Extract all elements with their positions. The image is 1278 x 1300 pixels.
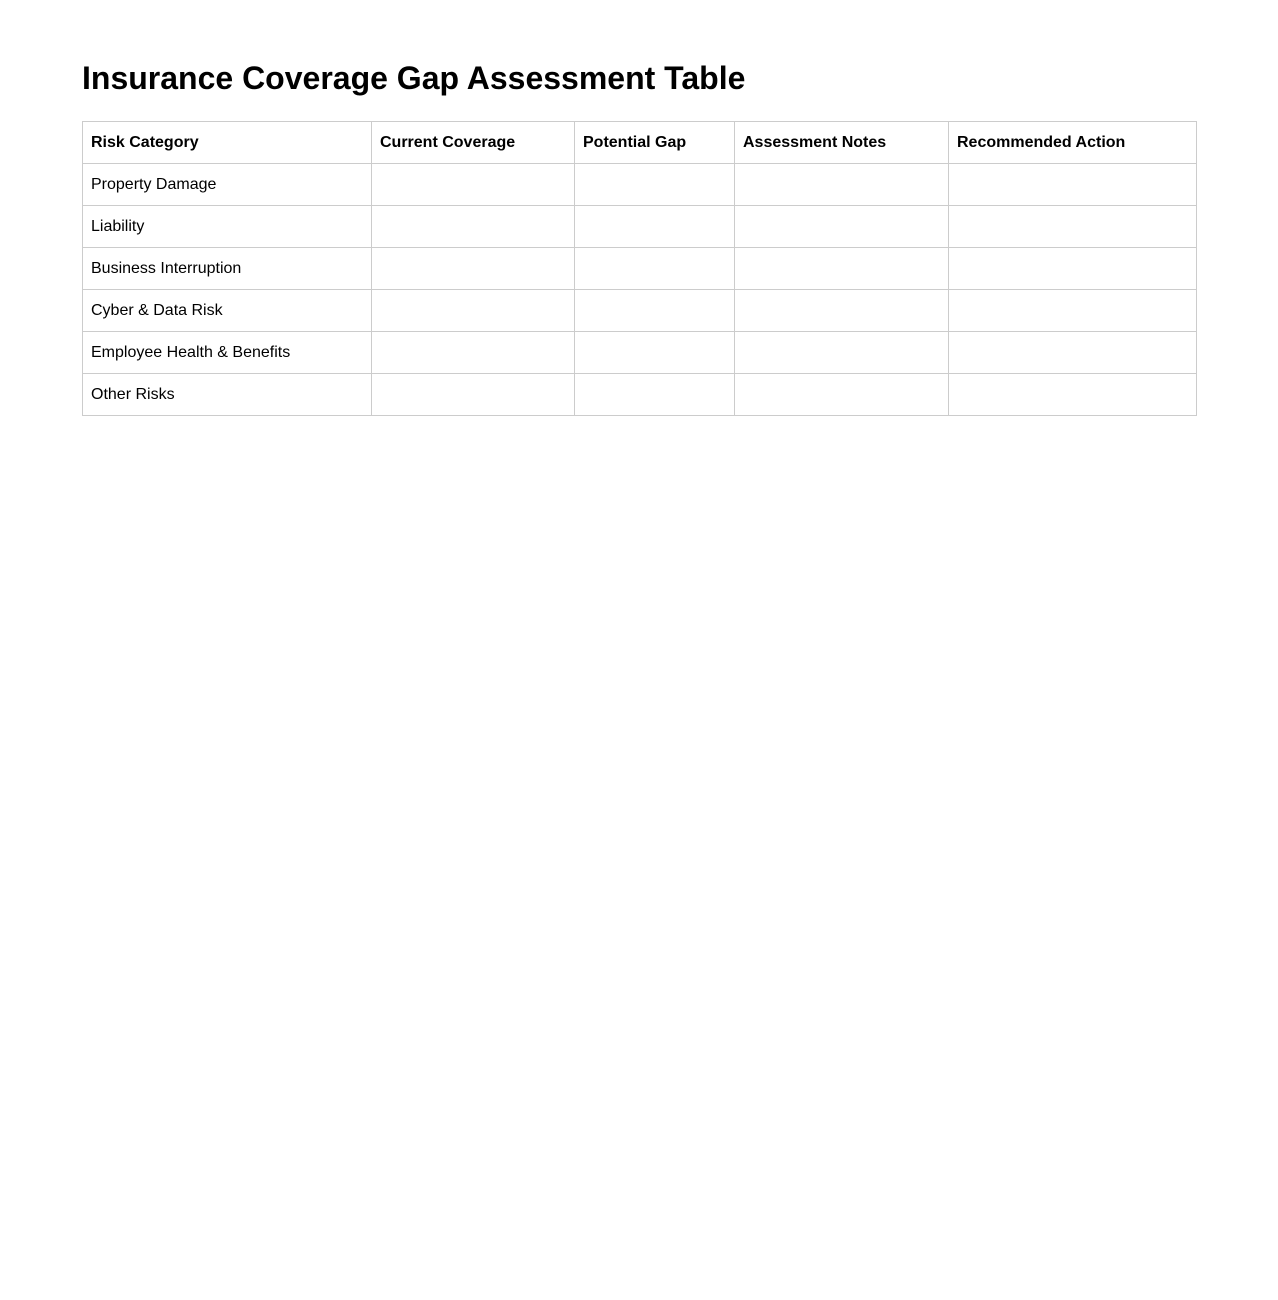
coverage-gap-table <box>82 121 1197 416</box>
assessment-notes-cell <box>735 332 949 374</box>
risk-category-cell: Business Interruption <box>83 248 372 290</box>
potential-gap-cell <box>575 332 735 374</box>
potential-gap-cell <box>575 374 735 416</box>
current-coverage-cell <box>372 206 575 248</box>
potential-gap-cell <box>575 248 735 290</box>
header-recommended-action: Recommended Action <box>949 122 1197 164</box>
potential-gap-cell <box>575 164 735 206</box>
table-row <box>83 206 1197 248</box>
table-header-row <box>83 122 1197 164</box>
table-row <box>83 332 1197 374</box>
header-risk-category: Risk Category <box>83 122 372 164</box>
recommended-action-cell <box>949 290 1197 332</box>
table-row <box>83 374 1197 416</box>
assessment-notes-cell <box>735 374 949 416</box>
current-coverage-cell <box>372 248 575 290</box>
table-row <box>83 164 1197 206</box>
assessment-notes-cell <box>735 206 949 248</box>
potential-gap-cell <box>575 206 735 248</box>
header-current-coverage: Current Coverage <box>372 122 575 164</box>
current-coverage-cell <box>372 332 575 374</box>
recommended-action-cell <box>949 164 1197 206</box>
current-coverage-cell <box>372 290 575 332</box>
table-row <box>83 290 1197 332</box>
recommended-action-cell <box>949 374 1197 416</box>
current-coverage-cell <box>372 374 575 416</box>
risk-category-cell: Liability <box>83 206 372 248</box>
page-title: Insurance Coverage Gap Assessment Table <box>82 60 746 96</box>
assessment-notes-cell <box>735 290 949 332</box>
table-row <box>83 248 1197 290</box>
header-assessment-notes: Assessment Notes <box>735 122 949 164</box>
risk-category-cell: Employee Health & Benefits <box>83 332 372 374</box>
risk-category-cell: Cyber & Data Risk <box>83 290 372 332</box>
recommended-action-cell <box>949 248 1197 290</box>
current-coverage-cell <box>372 164 575 206</box>
header-potential-gap: Potential Gap <box>575 122 735 164</box>
recommended-action-cell <box>949 332 1197 374</box>
assessment-notes-cell <box>735 248 949 290</box>
risk-category-cell: Other Risks <box>83 374 372 416</box>
risk-category-cell: Property Damage <box>83 164 372 206</box>
potential-gap-cell <box>575 290 735 332</box>
assessment-notes-cell <box>735 164 949 206</box>
recommended-action-cell <box>949 206 1197 248</box>
